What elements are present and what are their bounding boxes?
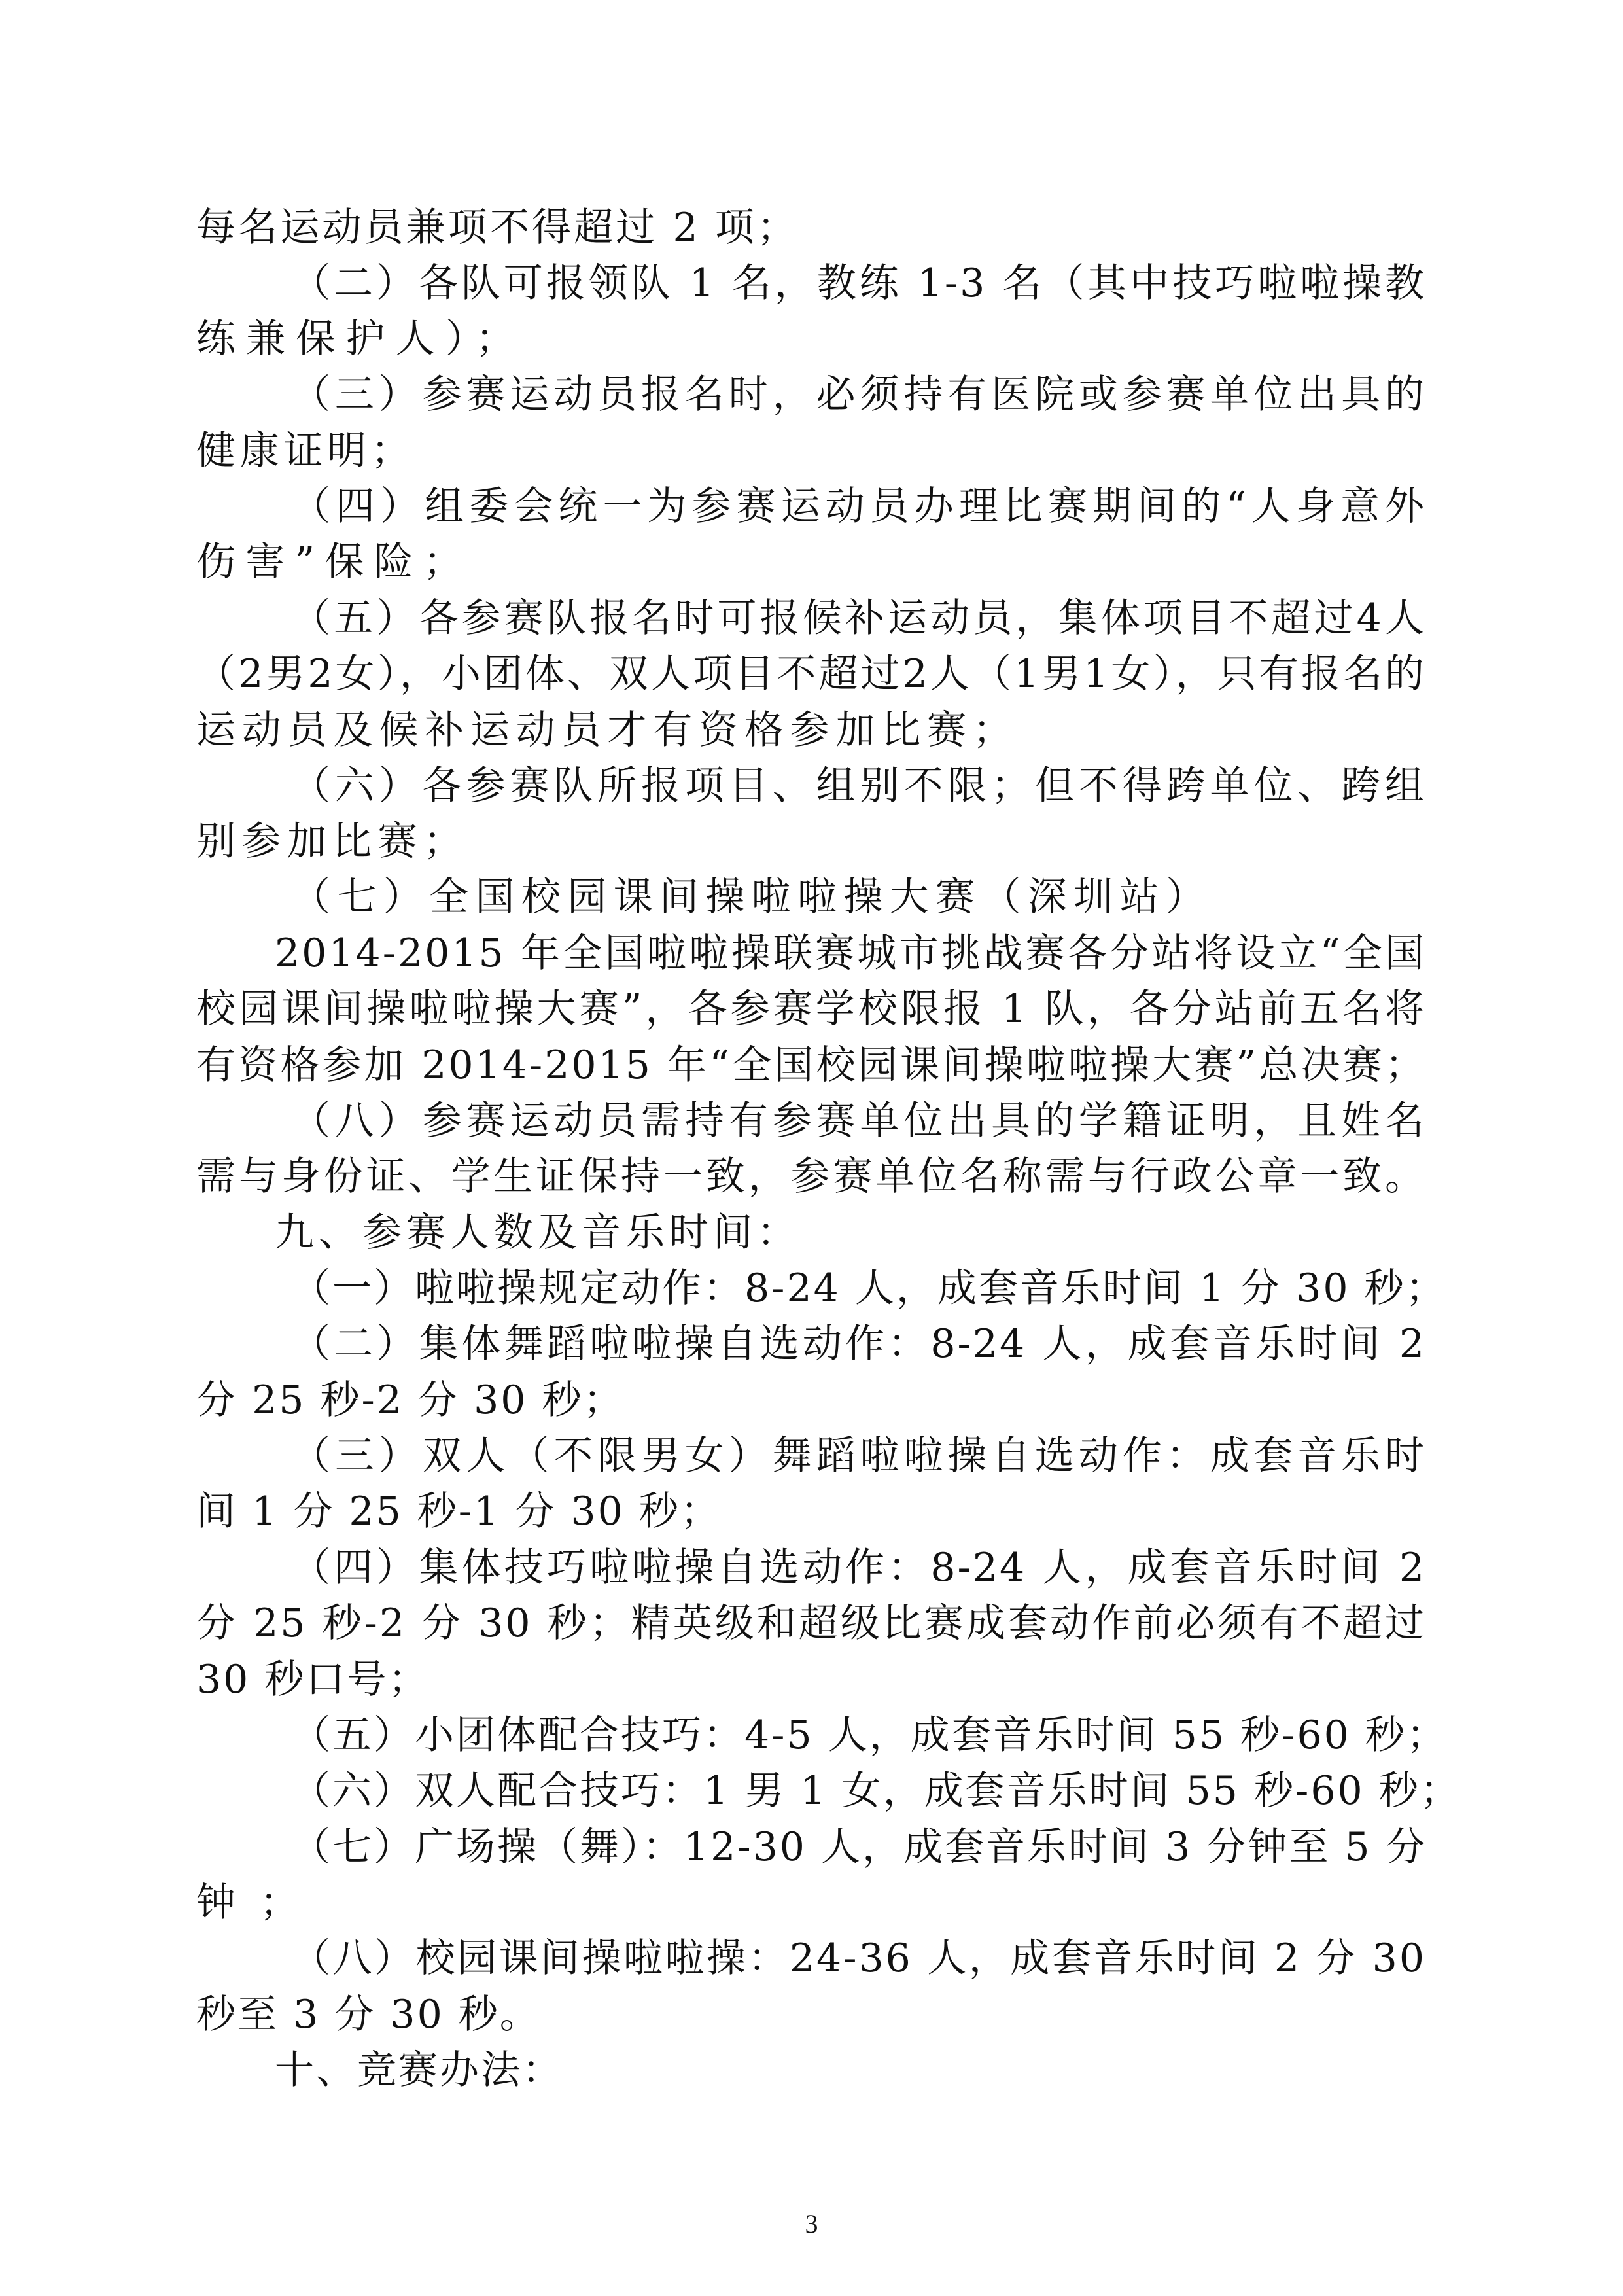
text-line-14: 2014-2015 年全国啦啦操联赛城市挑战赛各分站将设立“全国 bbox=[275, 930, 1426, 976]
text-line-10: 运动员及候补运动员才有资格参加比赛； bbox=[196, 707, 1014, 753]
text-line-23: （三）双人（不限男女）舞蹈啦啦操自选动作：成套音乐时 bbox=[291, 1433, 1426, 1479]
text-line-13: （七）全国校园课间操啦啦操大赛（深圳站） bbox=[291, 874, 1207, 920]
text-line-33: 秒至 3 分 30 秒。 bbox=[196, 1992, 541, 2038]
text-line-27: 30 秒口号； bbox=[196, 1657, 430, 1703]
text-line-15: 校园课间操啦啦操大赛”，各参赛学校限报 1 队，各分站前五名将 bbox=[196, 986, 1426, 1032]
text-line-3: 练兼保护人）； bbox=[196, 316, 517, 362]
text-line-7: 伤害”保险； bbox=[196, 539, 464, 585]
text-line-8: （五）各参赛队报名时可报候补运动员，集体项目不超过4人 bbox=[291, 595, 1426, 641]
text-line-5: 健康证明； bbox=[196, 428, 412, 474]
text-line-28: （五）小团体配合技巧：4-5 人，成套音乐时间 55 秒-60 秒； bbox=[291, 1712, 1448, 1758]
text-line-11: （六）各参赛队所报项目、组别不限；但不得跨单位、跨组 bbox=[291, 763, 1426, 809]
text-line-32: （八）校园课间操啦啦操：24-36 人，成套音乐时间 2 分 30 bbox=[291, 1935, 1426, 1981]
text-line-1: 每名运动员兼项不得超过 2 项； bbox=[196, 205, 798, 251]
text-line-25: （四）集体技巧啦啦操自选动作：8-24 人，成套音乐时间 2 bbox=[291, 1545, 1426, 1591]
text-line-30: （七）广场操（舞）：12-30 人，成套音乐时间 3 分钟至 5 分 bbox=[291, 1824, 1427, 1870]
text-line-17: （八）参赛运动员需持有参赛单位出具的学籍证明，且姓名 bbox=[291, 1098, 1426, 1144]
page-number: 3 bbox=[805, 2209, 818, 2238]
text-line-9: （2男2女），小团体、双人项目不超过2人（1男1女），只有报名的 bbox=[196, 651, 1426, 697]
text-line-20: （一）啦啦操规定动作：8-24 人，成套音乐时间 1 分 30 秒； bbox=[291, 1265, 1447, 1311]
text-line-2: （二）各队可报领队 1 名，教练 1-3 名（其中技巧啦啦操教 bbox=[291, 260, 1426, 306]
text-line-12: 别参加比赛； bbox=[196, 819, 464, 864]
text-line-22: 分 25 秒-2 分 30 秒； bbox=[196, 1377, 625, 1423]
text-line-24: 间 1 分 25 秒-1 分 30 秒； bbox=[196, 1489, 722, 1534]
section-heading-9: 九、参赛人数及音乐时间： bbox=[275, 1210, 798, 1256]
section-heading-10: 十、竞赛办法： bbox=[275, 2047, 563, 2093]
text-line-16: 有资格参加 2014-2015 年“全国校园课间操啦啦操大赛”总决赛； bbox=[196, 1042, 1426, 1088]
text-line-6: （四）组委会统一为参赛运动员办理比赛期间的“人身意外 bbox=[291, 484, 1426, 529]
text-line-29: （六）双人配合技巧：1 男 1 女，成套音乐时间 55 秒-60 秒； bbox=[291, 1768, 1461, 1814]
text-line-31: 钟； bbox=[196, 1880, 301, 1926]
text-line-21: （二）集体舞蹈啦啦操自选动作：8-24 人，成套音乐时间 2 bbox=[291, 1321, 1426, 1367]
text-line-18: 需与身份证、学生证保持一致，参赛单位名称需与行政公章一致。 bbox=[196, 1154, 1426, 1199]
text-line-26: 分 25 秒-2 分 30 秒；精英级和超级比赛成套动作前必须有不超过 bbox=[196, 1600, 1426, 1646]
text-line-4: （三）参赛运动员报名时，必须持有医院或参赛单位出具的 bbox=[291, 372, 1426, 417]
